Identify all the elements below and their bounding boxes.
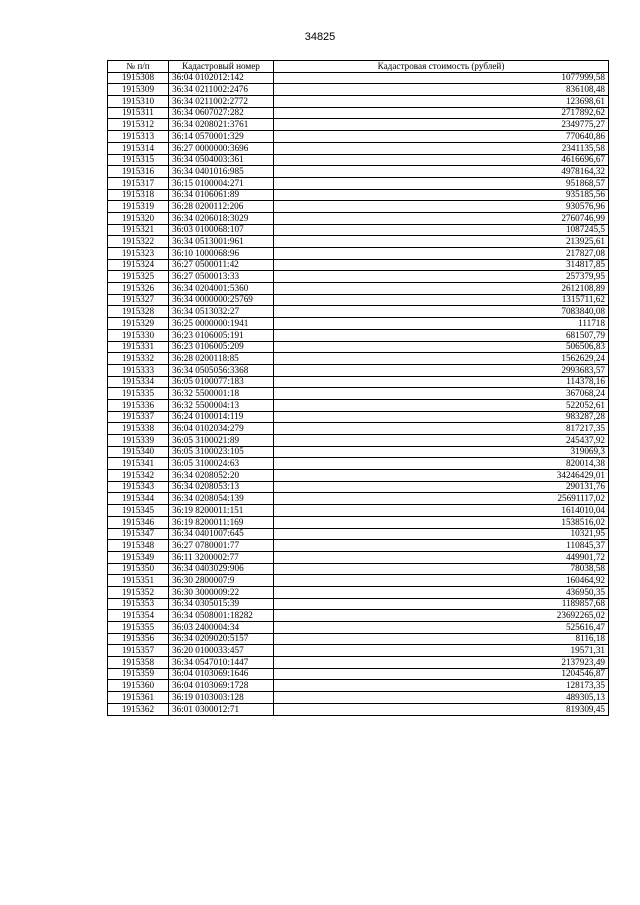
cadastral-value-cell: 930576,96 xyxy=(274,201,609,213)
cadastral-number-cell: 36:34 0211002:2772 xyxy=(169,96,274,108)
table-row xyxy=(108,224,609,236)
table-row xyxy=(108,236,609,248)
cadastral-number-cell: 36:32 5500001:18 xyxy=(169,388,274,400)
cadastral-number-cell: 36:05 0100077:183 xyxy=(169,376,274,388)
row-number-cell: 1915341 xyxy=(108,458,169,470)
table-row xyxy=(108,680,609,692)
cadastral-value-cell: 681507,79 xyxy=(274,329,609,341)
row-number-cell: 1915353 xyxy=(108,598,169,610)
table-row xyxy=(108,540,609,552)
cadastral-number-cell: 36:24 0100014:119 xyxy=(169,411,274,423)
table-row xyxy=(108,610,609,622)
table-row xyxy=(108,341,609,353)
cadastral-value-cell: 1087245,5 xyxy=(274,224,609,236)
table-row xyxy=(108,306,609,318)
table-row xyxy=(108,586,609,598)
row-number-cell: 1915362 xyxy=(108,703,169,715)
page-number: 34825 xyxy=(304,31,336,43)
row-number-cell: 1915333 xyxy=(108,364,169,376)
cadastral-value-cell: 449901,72 xyxy=(274,551,609,563)
cadastral-value-cell: 367068,24 xyxy=(274,388,609,400)
cadastral-value-cell: 245437,92 xyxy=(274,435,609,447)
cadastral-number-cell: 36:19 0103003:128 xyxy=(169,692,274,704)
table-row xyxy=(108,575,609,587)
table-row xyxy=(108,645,609,657)
cadastral-number-cell: 36:34 0305015:39 xyxy=(169,598,274,610)
cadastral-value-cell: 217827,08 xyxy=(274,248,609,260)
row-number-cell: 1915356 xyxy=(108,633,169,645)
cadastral-value-cell: 935185,56 xyxy=(274,189,609,201)
table-row xyxy=(108,633,609,645)
table-row xyxy=(108,142,609,154)
cadastral-number-cell: 36:34 0547010:1447 xyxy=(169,657,274,669)
cadastral-number-cell: 36:04 0103069:1728 xyxy=(169,680,274,692)
cadastral-value-cell: 817217,35 xyxy=(274,423,609,435)
table-row xyxy=(108,505,609,517)
cadastral-number-cell: 36:27 0500013:33 xyxy=(169,271,274,283)
cadastral-value-cell: 2760746,99 xyxy=(274,212,609,224)
cadastral-number-cell: 36:19 8200011:151 xyxy=(169,505,274,517)
table-body xyxy=(108,72,609,715)
row-number-cell: 1915331 xyxy=(108,341,169,353)
row-number-cell: 1915346 xyxy=(108,516,169,528)
header-cadastral-value: Кадастровая стоимость (рублей) xyxy=(274,61,609,73)
cadastral-number-cell: 36:34 0401007:645 xyxy=(169,528,274,540)
table-row xyxy=(108,399,609,411)
table-row xyxy=(108,458,609,470)
table-row xyxy=(108,388,609,400)
table-row xyxy=(108,294,609,306)
cadastral-value-cell: 78038,58 xyxy=(274,563,609,575)
cadastral-value-cell: 19571,31 xyxy=(274,645,609,657)
row-number-cell: 1915310 xyxy=(108,96,169,108)
row-number-cell: 1915317 xyxy=(108,177,169,189)
row-number-cell: 1915336 xyxy=(108,399,169,411)
cadastral-number-cell: 36:34 0206018:3029 xyxy=(169,212,274,224)
cadastral-value-cell: 1204546,87 xyxy=(274,668,609,680)
cadastral-value-cell: 1315711,62 xyxy=(274,294,609,306)
cadastral-number-cell: 36:03 2400004:34 xyxy=(169,622,274,634)
table-row xyxy=(108,668,609,680)
table-row xyxy=(108,622,609,634)
row-number-cell: 1915313 xyxy=(108,131,169,143)
table-row xyxy=(108,551,609,563)
cadastral-value-table xyxy=(107,60,609,716)
cadastral-value-cell: 123698,61 xyxy=(274,96,609,108)
cadastral-number-cell: 36:23 0106005:191 xyxy=(169,329,274,341)
cadastral-number-cell: 36:04 0103069:1646 xyxy=(169,668,274,680)
row-number-cell: 1915360 xyxy=(108,680,169,692)
row-number-cell: 1915321 xyxy=(108,224,169,236)
row-number-cell: 1915349 xyxy=(108,551,169,563)
cadastral-value-cell: 290131,76 xyxy=(274,481,609,493)
table-row xyxy=(108,283,609,295)
cadastral-value-cell: 7083840,08 xyxy=(274,306,609,318)
row-number-cell: 1915312 xyxy=(108,119,169,131)
row-number-cell: 1915322 xyxy=(108,236,169,248)
table-row xyxy=(108,318,609,330)
row-number-cell: 1915320 xyxy=(108,212,169,224)
cadastral-number-cell: 36:14 0570001:329 xyxy=(169,131,274,143)
cadastral-number-cell: 36:34 0106061:89 xyxy=(169,189,274,201)
cadastral-number-cell: 36:34 0209020:5157 xyxy=(169,633,274,645)
cadastral-value-cell: 213925,61 xyxy=(274,236,609,248)
cadastral-value-cell: 836108,48 xyxy=(274,84,609,96)
cadastral-value-cell: 257379,95 xyxy=(274,271,609,283)
cadastral-value-cell: 525616,47 xyxy=(274,622,609,634)
cadastral-value-cell: 10321,95 xyxy=(274,528,609,540)
cadastral-number-cell: 36:34 0505056:3368 xyxy=(169,364,274,376)
cadastral-number-cell: 36:34 0208054:139 xyxy=(169,493,274,505)
row-number-cell: 1915318 xyxy=(108,189,169,201)
cadastral-number-cell: 36:01 0300012:71 xyxy=(169,703,274,715)
cadastral-number-cell: 36:30 2800007:9 xyxy=(169,575,274,587)
row-number-cell: 1915329 xyxy=(108,318,169,330)
row-number-cell: 1915315 xyxy=(108,154,169,166)
row-number-cell: 1915327 xyxy=(108,294,169,306)
cadastral-value-cell: 819309,45 xyxy=(274,703,609,715)
cadastral-value-cell: 314817,85 xyxy=(274,259,609,271)
cadastral-value-cell: 160464,92 xyxy=(274,575,609,587)
cadastral-value-cell: 1189857,68 xyxy=(274,598,609,610)
table-row xyxy=(108,189,609,201)
cadastral-value-cell: 506506,83 xyxy=(274,341,609,353)
table-row xyxy=(108,131,609,143)
cadastral-number-cell: 36:05 3100023:105 xyxy=(169,446,274,458)
table-row xyxy=(108,119,609,131)
row-number-cell: 1915311 xyxy=(108,107,169,119)
table-row xyxy=(108,201,609,213)
table-row xyxy=(108,248,609,260)
cadastral-number-cell: 36:27 0000000:3696 xyxy=(169,142,274,154)
cadastral-number-cell: 36:15 0100004:271 xyxy=(169,177,274,189)
table-row xyxy=(108,96,609,108)
cadastral-value-cell: 770640,86 xyxy=(274,131,609,143)
row-number-cell: 1915324 xyxy=(108,259,169,271)
table-row xyxy=(108,177,609,189)
row-number-cell: 1915339 xyxy=(108,435,169,447)
cadastral-number-cell: 36:34 0000000:25769 xyxy=(169,294,274,306)
cadastral-value-cell: 34246429,01 xyxy=(274,470,609,482)
cadastral-value-cell: 2993683,57 xyxy=(274,364,609,376)
row-number-cell: 1915326 xyxy=(108,283,169,295)
cadastral-value-cell: 319069,3 xyxy=(274,446,609,458)
row-number-cell: 1915337 xyxy=(108,411,169,423)
table-row xyxy=(108,376,609,388)
cadastral-number-cell: 36:34 0401016:985 xyxy=(169,166,274,178)
cadastral-value-cell: 2612108,89 xyxy=(274,283,609,295)
row-number-cell: 1915361 xyxy=(108,692,169,704)
cadastral-value-cell: 4616696,67 xyxy=(274,154,609,166)
cadastral-value-cell: 1077999,58 xyxy=(274,72,609,84)
cadastral-number-cell: 36:10 1000068:96 xyxy=(169,248,274,260)
row-number-cell: 1915343 xyxy=(108,481,169,493)
table-row xyxy=(108,212,609,224)
header-row-number: № п/п xyxy=(108,61,169,73)
row-number-cell: 1915358 xyxy=(108,657,169,669)
row-number-cell: 1915357 xyxy=(108,645,169,657)
row-number-cell: 1915335 xyxy=(108,388,169,400)
cadastral-number-cell: 36:34 0204001:5360 xyxy=(169,283,274,295)
row-number-cell: 1915308 xyxy=(108,72,169,84)
cadastral-number-cell: 36:34 0208053:13 xyxy=(169,481,274,493)
table-row xyxy=(108,84,609,96)
table-row xyxy=(108,657,609,669)
cadastral-value-cell: 489305,13 xyxy=(274,692,609,704)
row-number-cell: 1915328 xyxy=(108,306,169,318)
cadastral-value-cell: 23692265,02 xyxy=(274,610,609,622)
row-number-cell: 1915352 xyxy=(108,586,169,598)
row-number-cell: 1915351 xyxy=(108,575,169,587)
cadastral-number-cell: 36:20 0100033:457 xyxy=(169,645,274,657)
cadastral-number-cell: 36:03 0100068:107 xyxy=(169,224,274,236)
row-number-cell: 1915323 xyxy=(108,248,169,260)
cadastral-value-cell: 820014,38 xyxy=(274,458,609,470)
row-number-cell: 1915316 xyxy=(108,166,169,178)
cadastral-number-cell: 36:34 0211002:2476 xyxy=(169,84,274,96)
cadastral-number-cell: 36:27 0780001:77 xyxy=(169,540,274,552)
row-number-cell: 1915359 xyxy=(108,668,169,680)
cadastral-number-cell: 36:05 3100021:89 xyxy=(169,435,274,447)
cadastral-value-cell: 1538516,02 xyxy=(274,516,609,528)
cadastral-value-cell: 2341135,58 xyxy=(274,142,609,154)
table-row xyxy=(108,329,609,341)
row-number-cell: 1915347 xyxy=(108,528,169,540)
cadastral-value-cell: 114378,16 xyxy=(274,376,609,388)
cadastral-number-cell: 36:28 0200112:206 xyxy=(169,201,274,213)
table-row xyxy=(108,364,609,376)
table-row xyxy=(108,703,609,715)
table-row xyxy=(108,72,609,84)
row-number-cell: 1915345 xyxy=(108,505,169,517)
table-row xyxy=(108,470,609,482)
cadastral-value-cell: 2717892,62 xyxy=(274,107,609,119)
cadastral-value-cell: 1562629,24 xyxy=(274,353,609,365)
table-row xyxy=(108,271,609,283)
cadastral-value-cell: 951868,57 xyxy=(274,177,609,189)
row-number-cell: 1915309 xyxy=(108,84,169,96)
cadastral-number-cell: 36:25 0000000:1941 xyxy=(169,318,274,330)
cadastral-value-cell: 983287,28 xyxy=(274,411,609,423)
cadastral-number-cell: 36:34 0513032:27 xyxy=(169,306,274,318)
cadastral-number-cell: 36:34 0607027:282 xyxy=(169,107,274,119)
cadastral-value-cell: 110845,37 xyxy=(274,540,609,552)
table-row xyxy=(108,423,609,435)
table-row xyxy=(108,154,609,166)
row-number-cell: 1915348 xyxy=(108,540,169,552)
row-number-cell: 1915340 xyxy=(108,446,169,458)
cadastral-number-cell: 36:11 3200002:77 xyxy=(169,551,274,563)
cadastral-number-cell: 36:30 3000009:22 xyxy=(169,586,274,598)
row-number-cell: 1915334 xyxy=(108,376,169,388)
table-row xyxy=(108,166,609,178)
cadastral-value-cell: 8116,18 xyxy=(274,633,609,645)
row-number-cell: 1915350 xyxy=(108,563,169,575)
cadastral-number-cell: 36:34 0513001:961 xyxy=(169,236,274,248)
header-cadastral-number: Кадастровый номер xyxy=(169,61,274,73)
cadastral-value-cell: 522052,61 xyxy=(274,399,609,411)
row-number-cell: 1915338 xyxy=(108,423,169,435)
row-number-cell: 1915355 xyxy=(108,622,169,634)
table-row xyxy=(108,259,609,271)
row-number-cell: 1915354 xyxy=(108,610,169,622)
table-row xyxy=(108,435,609,447)
row-number-cell: 1915330 xyxy=(108,329,169,341)
table-row xyxy=(108,563,609,575)
cadastral-number-cell: 36:04 0102012:142 xyxy=(169,72,274,84)
cadastral-value-cell: 25691117,02 xyxy=(274,493,609,505)
table-row xyxy=(108,446,609,458)
cadastral-value-cell: 2137923,49 xyxy=(274,657,609,669)
table-row xyxy=(108,598,609,610)
cadastral-value-cell: 4978164,32 xyxy=(274,166,609,178)
cadastral-number-cell: 36:19 8200011:169 xyxy=(169,516,274,528)
table-header-row xyxy=(108,61,609,73)
cadastral-number-cell: 36:34 0208021:3761 xyxy=(169,119,274,131)
cadastral-number-cell: 36:27 0500011:42 xyxy=(169,259,274,271)
table-row xyxy=(108,481,609,493)
cadastral-number-cell: 36:34 0504003:361 xyxy=(169,154,274,166)
row-number-cell: 1915314 xyxy=(108,142,169,154)
table-row xyxy=(108,353,609,365)
cadastral-value-cell: 436950,35 xyxy=(274,586,609,598)
cadastral-number-cell: 36:34 0508001:18282 xyxy=(169,610,274,622)
table-row xyxy=(108,692,609,704)
table-row xyxy=(108,411,609,423)
cadastral-value-cell: 128173,35 xyxy=(274,680,609,692)
cadastral-number-cell: 36:34 0208052:20 xyxy=(169,470,274,482)
cadastral-number-cell: 36:04 0102034:279 xyxy=(169,423,274,435)
row-number-cell: 1915319 xyxy=(108,201,169,213)
row-number-cell: 1915344 xyxy=(108,493,169,505)
cadastral-value-cell: 111718 xyxy=(274,318,609,330)
row-number-cell: 1915325 xyxy=(108,271,169,283)
cadastral-number-cell: 36:34 0403029:906 xyxy=(169,563,274,575)
table-row xyxy=(108,528,609,540)
cadastral-number-cell: 36:28 0200118:85 xyxy=(169,353,274,365)
cadastral-number-cell: 36:32 5500004:13 xyxy=(169,399,274,411)
cadastral-value-cell: 1614010,04 xyxy=(274,505,609,517)
row-number-cell: 1915332 xyxy=(108,353,169,365)
table-row xyxy=(108,493,609,505)
cadastral-value-cell: 2349775,27 xyxy=(274,119,609,131)
row-number-cell: 1915342 xyxy=(108,470,169,482)
table-row xyxy=(108,516,609,528)
cadastral-number-cell: 36:05 3100024:63 xyxy=(169,458,274,470)
table-row xyxy=(108,107,609,119)
cadastral-number-cell: 36:23 0106005:209 xyxy=(169,341,274,353)
